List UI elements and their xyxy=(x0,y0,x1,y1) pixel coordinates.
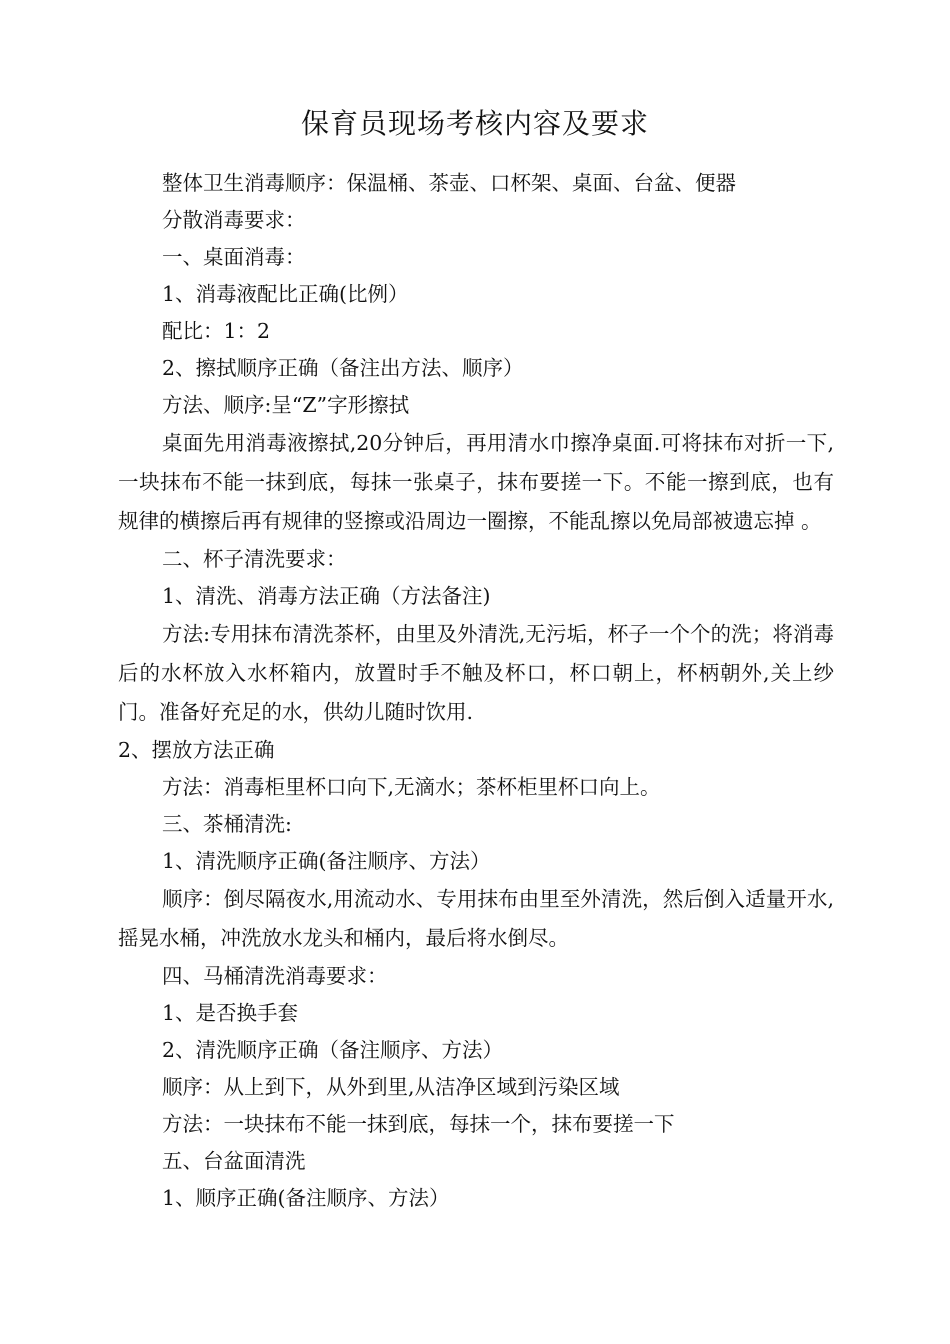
requirement-item: 1、清洗、消毒方法正确（方法备注) xyxy=(162,584,491,608)
body-paragraph-table-wiping: 桌面先用消毒液擦拭,20分钟后，再用清水巾擦净桌面.可将抹布对折一下,一块抹布不能一抹到底，每抹一张桌子，抹布要搓一下。不能一擦到底，也有规律的横擦后再有规律的竖擦或沿周边一圈擦，不能乱擦以免局部被遗忘掉 。 xyxy=(118,431,834,533)
section-heading-cup-cleaning: 二、杯子清洗要求： xyxy=(162,547,347,571)
disinfection-order-line: 整体卫生消毒顺序：保温桶、茶壶、口杯架、桌面、台盆、便器 xyxy=(162,171,736,195)
requirement-item: 1、消毒液配比正确(比例） xyxy=(162,282,409,306)
section-heading-tea-bucket: 三、茶桶清洗: xyxy=(162,812,292,836)
method-line: 方法：一块抹布不能一抹到底，每抹一个，抹布要搓一下 xyxy=(162,1112,675,1136)
method-line: 方法、顺序:呈“Z”字形擦拭 xyxy=(162,393,410,417)
section-heading: 分散消毒要求： xyxy=(162,208,306,232)
requirement-item: 1、顺序正确(备注顺序、方法） xyxy=(162,1186,450,1210)
order-line: 顺序：从上到下，从外到里,从洁净区域到污染区域 xyxy=(162,1075,620,1099)
document-title: 保育员现场考核内容及要求 xyxy=(300,107,649,140)
ratio-line: 配比：1：2 xyxy=(162,319,271,343)
section-heading-table-disinfection: 一、桌面消毒： xyxy=(162,245,306,269)
document-body xyxy=(118,165,834,1217)
section-heading-basin: 五、台盆面清洗 xyxy=(162,1149,306,1173)
requirement-item: 1、是否换手套 xyxy=(162,1001,299,1025)
requirement-item: 2、清洗顺序正确（备注顺序、方法） xyxy=(162,1038,504,1062)
requirement-item: 1、清洗顺序正确(备注顺序、方法） xyxy=(162,849,491,873)
section-heading-toilet: 四、马桶清洗消毒要求： xyxy=(162,964,388,988)
requirement-item: 2、擦拭顺序正确（备注出方法、顺序） xyxy=(162,356,524,380)
requirement-item: 2、摆放方法正确 xyxy=(118,738,275,762)
method-line: 方法：消毒柜里杯口向下,无滴水；茶杯柜里杯口向上。 xyxy=(162,775,661,799)
body-paragraph-bucket-order: 顺序：倒尽隔夜水,用流动水、专用抹布由里至外清洗，然后倒入适量开水,摇晃水桶，冲洗放水龙头和桶内，最后将水倒尽。 xyxy=(118,887,834,950)
body-paragraph-cup-method: 方法:专用抹布清洗茶杯，由里及外清洗,无污垢，杯子一个个的洗；将消毒后的水杯放入水杯箱内，放置时手不触及杯口，杯口朝上，杯柄朝外,关上纱门。准备好充足的水，供幼儿随时饮用. xyxy=(118,622,834,724)
